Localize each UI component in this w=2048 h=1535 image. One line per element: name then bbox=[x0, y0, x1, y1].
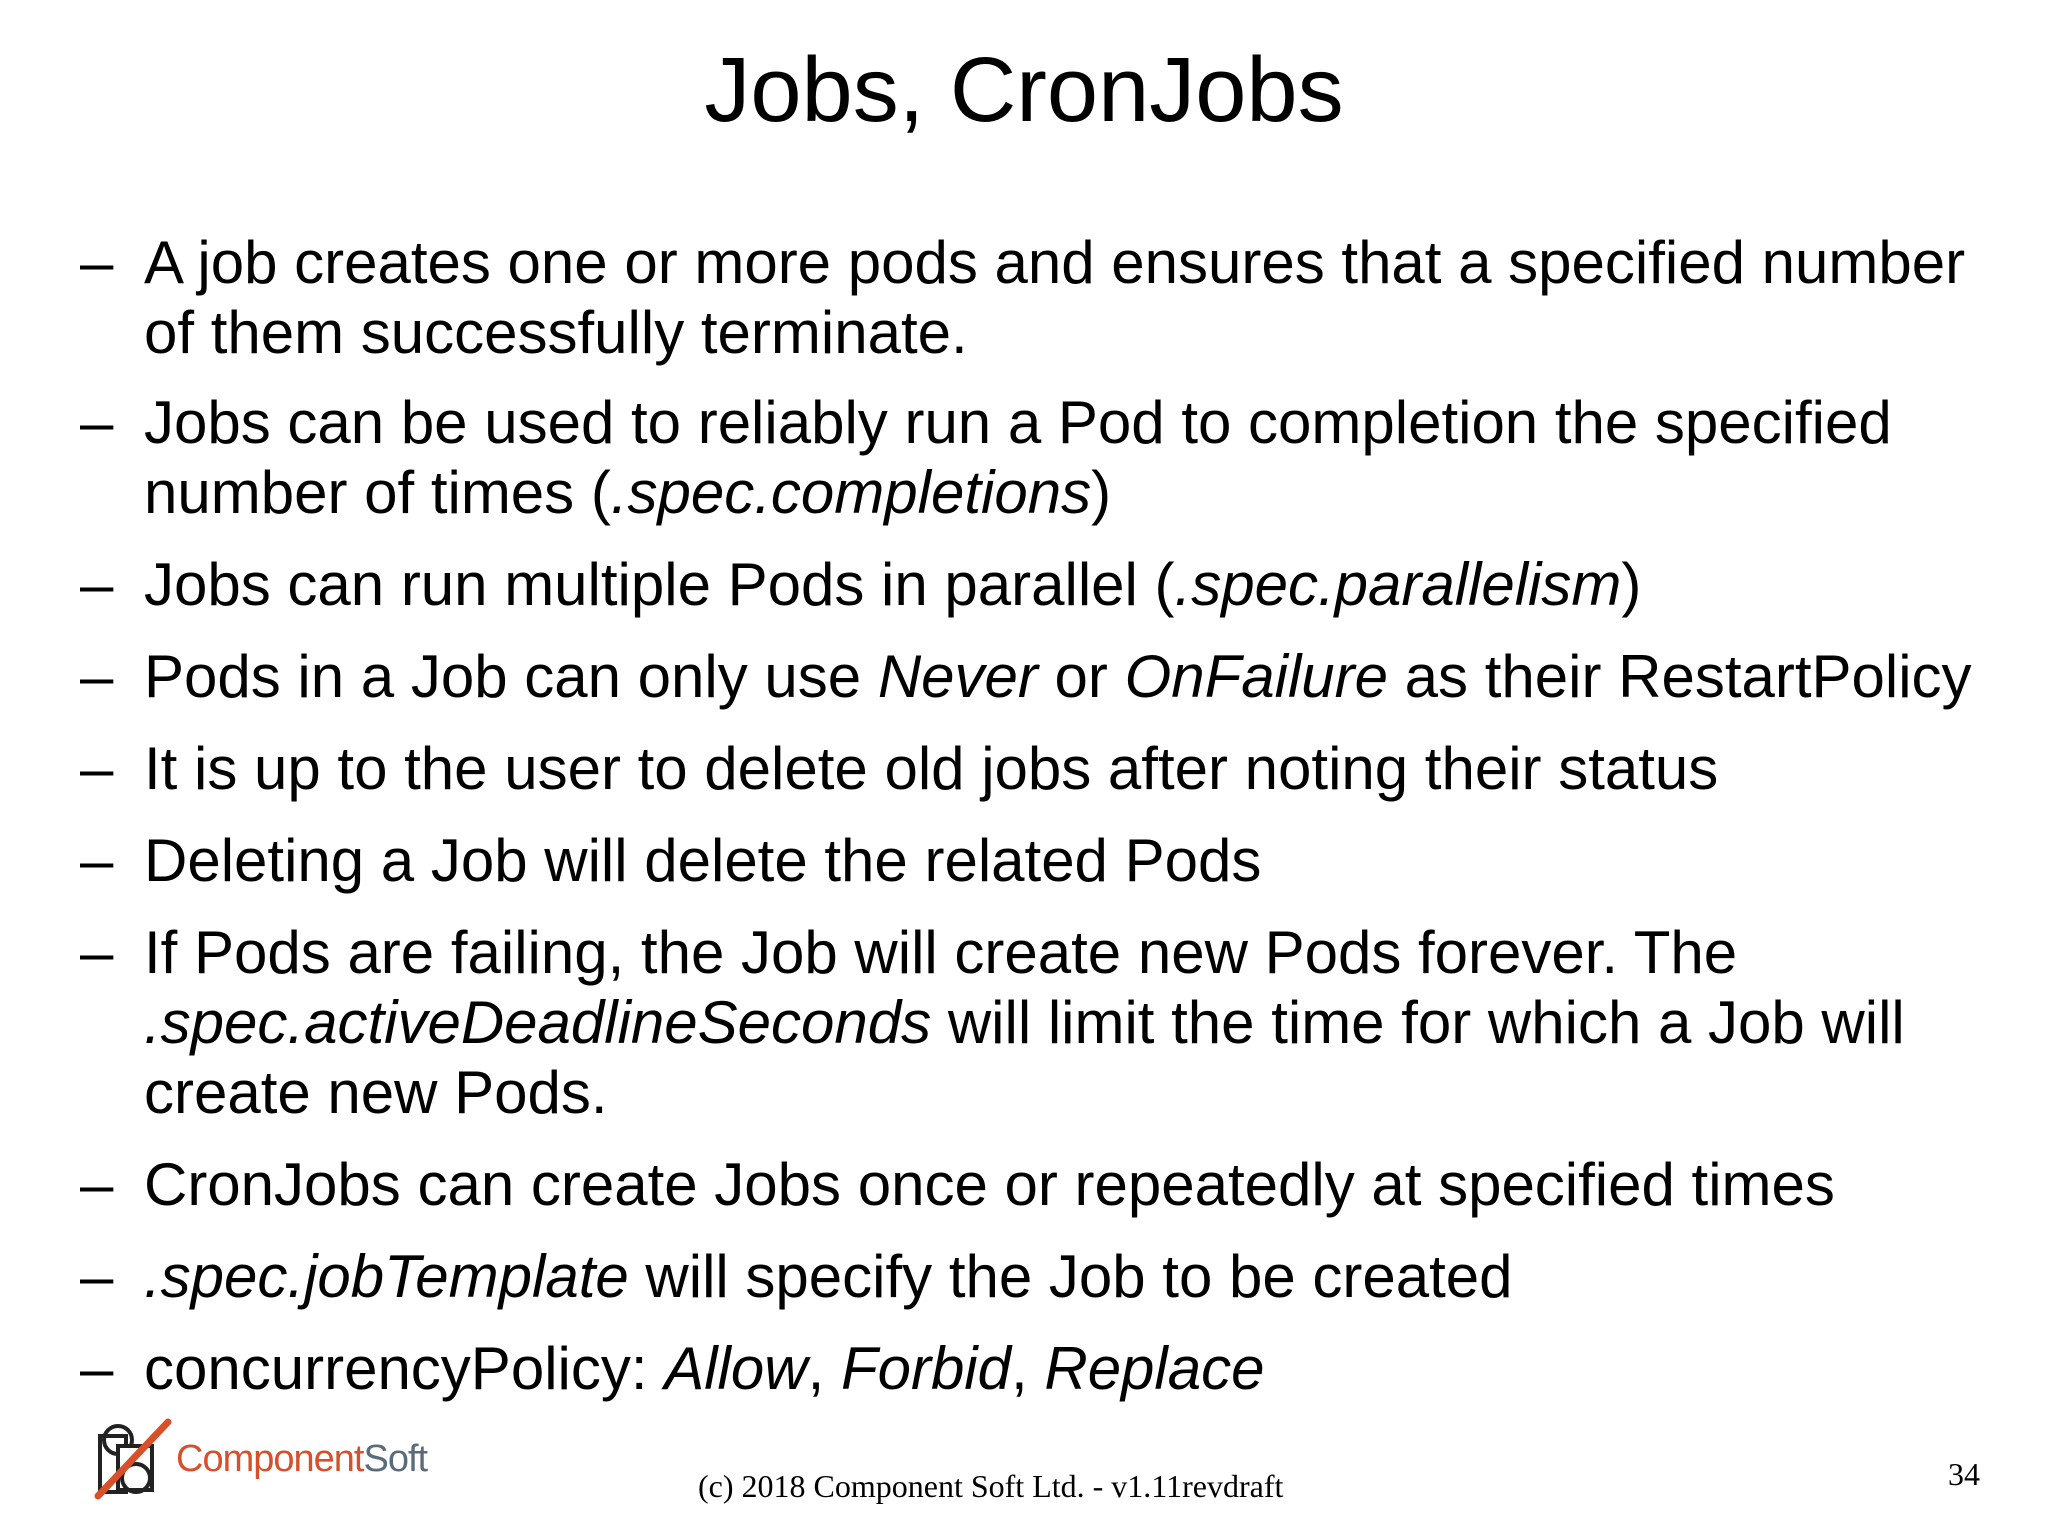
bullet-line bbox=[144, 642, 2044, 712]
text-run: It is up to the user to delete old jobs after noting their status bbox=[144, 735, 1719, 802]
text-run: will specify the Job to be created bbox=[628, 1243, 1513, 1310]
text-run: Pods in a Job can only use bbox=[144, 643, 878, 710]
bullet-marker: – bbox=[80, 919, 114, 986]
italic-run: .spec.parallelism bbox=[1174, 551, 1622, 618]
bullet-line bbox=[144, 1334, 2044, 1404]
text-run: , bbox=[807, 1335, 841, 1402]
slide-title: Jobs, CronJobs bbox=[704, 39, 1344, 141]
bullet-text bbox=[144, 642, 2044, 712]
bullet-marker: – bbox=[80, 229, 114, 296]
bullet-line bbox=[144, 388, 2044, 458]
bullet-marker: – bbox=[80, 827, 114, 894]
logo-wordmark bbox=[176, 1438, 427, 1481]
text-run: will limit the time for which a Job will bbox=[931, 989, 1905, 1056]
bullet-text bbox=[144, 826, 2044, 896]
text-run: A job creates one or more pods and ensures that a specified number bbox=[144, 229, 1966, 296]
bullet-text bbox=[144, 1334, 2044, 1404]
bullet-line bbox=[144, 826, 2044, 896]
text-run: or bbox=[1037, 643, 1125, 710]
bullet-marker: – bbox=[80, 735, 114, 802]
page-number: 34 bbox=[1948, 1456, 1980, 1492]
italic-run: .spec.jobTemplate bbox=[144, 1243, 629, 1310]
logo-word-2: Soft bbox=[363, 1438, 428, 1480]
company-logo bbox=[94, 1418, 444, 1500]
bullet-marker: – bbox=[80, 1151, 114, 1218]
bullet-line bbox=[144, 734, 2044, 804]
italic-run: .spec.activeDeadlineSeconds bbox=[144, 989, 932, 1056]
text-run: number of times ( bbox=[144, 459, 611, 526]
bullet-line bbox=[144, 988, 2044, 1058]
bullet-marker: – bbox=[80, 389, 114, 456]
italic-run: Forbid bbox=[840, 1335, 1012, 1402]
bullet-text bbox=[144, 1242, 2044, 1312]
text-run: If Pods are failing, the Job will create new Pods forever. The bbox=[144, 919, 1738, 986]
text-run: CronJobs can create Jobs once or repeatedly at specified times bbox=[144, 1151, 1835, 1218]
text-run: of them successfully terminate. bbox=[144, 299, 968, 366]
bullet-marker: – bbox=[80, 551, 114, 618]
text-run: as their RestartPolicy bbox=[1388, 643, 1972, 710]
footer-copyright: (c) 2018 Component Soft Ltd. - v1.11revdraft bbox=[698, 1468, 1284, 1504]
bullet-text bbox=[144, 1150, 2044, 1220]
bullet-line bbox=[144, 298, 2044, 368]
italic-run: .spec.completions bbox=[610, 459, 1092, 526]
bullet-line bbox=[144, 918, 2044, 988]
text-run: ) bbox=[1621, 551, 1642, 618]
bullet-line bbox=[144, 1058, 2044, 1128]
text-run: concurrencyPolicy: bbox=[144, 1335, 665, 1402]
bullet-line bbox=[144, 458, 2044, 528]
italic-run: Allow bbox=[664, 1335, 808, 1402]
bullet-text bbox=[144, 388, 2044, 528]
bullet-line bbox=[144, 228, 2044, 298]
text-run: Jobs can run multiple Pods in parallel ( bbox=[144, 551, 1175, 618]
text-run: create new Pods. bbox=[144, 1059, 608, 1126]
bullet-text bbox=[144, 918, 2044, 1128]
bullet-marker: – bbox=[80, 1335, 114, 1402]
logo-mark-icon bbox=[94, 1418, 174, 1500]
text-run: Jobs can be used to reliably run a Pod to completion the specified bbox=[144, 389, 1892, 456]
bullet-text bbox=[144, 228, 2044, 368]
bullet-marker: – bbox=[80, 1243, 114, 1310]
text-run: ) bbox=[1091, 459, 1112, 526]
bullet-text bbox=[144, 734, 2044, 804]
bullet-marker: – bbox=[80, 643, 114, 710]
bullet-line bbox=[144, 1242, 2044, 1312]
bullet-line bbox=[144, 1150, 2044, 1220]
logo-word-1: Component bbox=[176, 1438, 364, 1480]
text-run: Deleting a Job will delete the related Pods bbox=[144, 827, 1262, 894]
italic-run: Replace bbox=[1044, 1335, 1265, 1402]
bullet-text bbox=[144, 550, 2044, 620]
italic-run: OnFailure bbox=[1124, 643, 1389, 710]
italic-run: Never bbox=[877, 643, 1038, 710]
text-run: , bbox=[1011, 1335, 1045, 1402]
bullet-line bbox=[144, 550, 2044, 620]
